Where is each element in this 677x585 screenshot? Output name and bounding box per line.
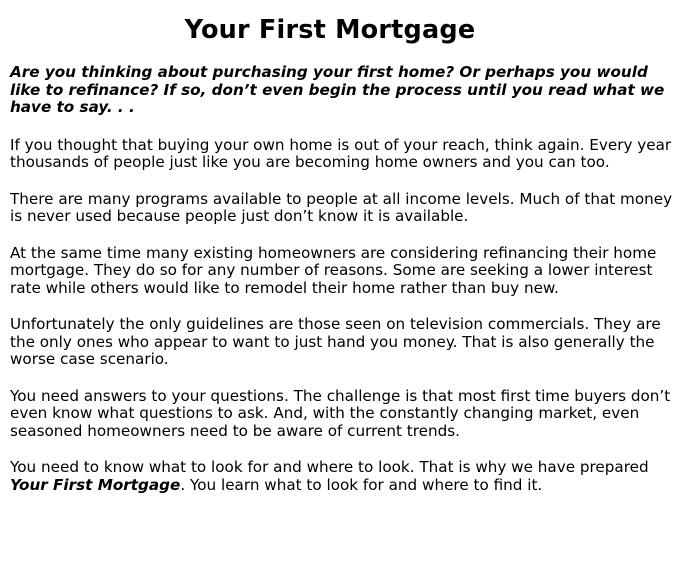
paragraph-text-before: You need to know what to look for and where to look. That is why we have prepared xyxy=(10,458,649,476)
body-paragraph-4: Unfortunately the only guidelines are those seen on television commercials. They are the only ones who appear to want to just hand you money. That is also generally the worse case scenario. xyxy=(10,315,661,368)
body-paragraph-3: At the same time many existing homeowners are considering refinancing their home mortgage. They do so for any number of reasons. Some are seeking a lower interest rate while others would like to remodel their home rather than buy new. xyxy=(10,243,657,297)
paragraph-text-after: . You learn what to look for and where to find it. xyxy=(180,475,543,494)
body-paragraph-2: There are many programs available to people at all income levels. Much of that money is never used because people just don’t know it is available. xyxy=(10,189,673,225)
body-paragraph-6 xyxy=(10,459,674,494)
document-page xyxy=(10,0,674,494)
intro-paragraph: Are you thinking about purchasing your first home? Or perhaps you would like to refinance? If so, don’t even begin the process until you read what we have to say. . . xyxy=(10,63,665,116)
document-title: Your First Mortgage xyxy=(184,15,476,45)
emphasized-title: Your First Mortgage xyxy=(10,475,181,494)
body-paragraph-1: If you thought that buying your own home is out of your reach, think again. Every year thousands of people just like you are becoming home owners and you can too. xyxy=(10,135,672,171)
body-paragraph-5: You need answers to your questions. The challenge is that most first time buyers don’t even know what questions to ask. And, with the constantly changing market, even seasoned homeowners need to be aware of current trends. xyxy=(10,386,671,440)
